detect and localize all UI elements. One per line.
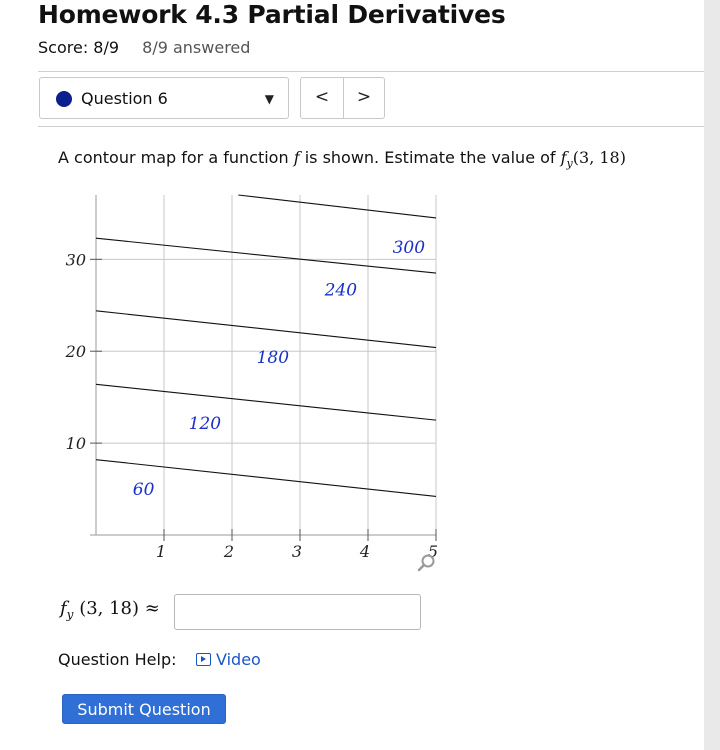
video-label: Video — [216, 650, 261, 669]
score-label: Score: 8/9 — [38, 38, 120, 57]
deriv-sub: y — [566, 157, 573, 171]
answered-label: 8/9 answered — [142, 38, 251, 57]
answer-label-rest: (3, 18) ≈ — [79, 598, 160, 619]
contour-label-240: 240 — [324, 280, 358, 301]
deriv-f: f — [560, 148, 567, 167]
next-question-button[interactable]: > — [356, 87, 372, 107]
y-tick-label: 30 — [65, 250, 86, 270]
question-text-part: is shown. Estimate the value of — [299, 148, 561, 167]
question-select-label: Question 6 — [81, 89, 168, 108]
contour-line-300 — [238, 195, 436, 218]
x-tick-label: 3 — [291, 542, 303, 561]
answer-label-sub: y — [66, 607, 74, 622]
deriv-args: (3, 18) — [572, 148, 626, 167]
contour-line-180 — [96, 311, 436, 348]
prev-question-button[interactable]: < — [301, 78, 344, 118]
video-play-icon — [196, 653, 211, 666]
y-tick-label: 20 — [65, 342, 86, 362]
contour-line-120 — [96, 384, 436, 420]
x-tick-label: 1 — [155, 542, 167, 561]
video-help-link[interactable] — [196, 650, 261, 669]
contour-label-180: 180 — [256, 347, 290, 368]
magnifier-icon[interactable] — [416, 553, 438, 575]
contour-line-240 — [96, 238, 436, 273]
x-tick-label: 5 — [427, 542, 439, 561]
page-title: Homework 4.3 Partial Derivatives — [38, 0, 506, 29]
function-symbol: f — [293, 148, 300, 167]
question-text-part: A contour map for a function — [58, 148, 294, 167]
submit-question-button[interactable]: Submit Question — [62, 694, 226, 724]
question-help-label: Question Help: — [58, 650, 177, 669]
contour-label-120: 120 — [188, 413, 222, 434]
caret-down-icon: ▼ — [264, 92, 274, 106]
answer-label-f: f — [60, 598, 67, 619]
contour-label-300: 300 — [392, 237, 426, 258]
answer-input[interactable] — [174, 594, 421, 630]
answer-label — [60, 598, 160, 622]
y-tick-label: 10 — [65, 434, 86, 454]
x-tick-label: 4 — [359, 542, 371, 561]
x-tick-label: 2 — [223, 542, 235, 561]
contour-label-60: 60 — [132, 479, 155, 500]
